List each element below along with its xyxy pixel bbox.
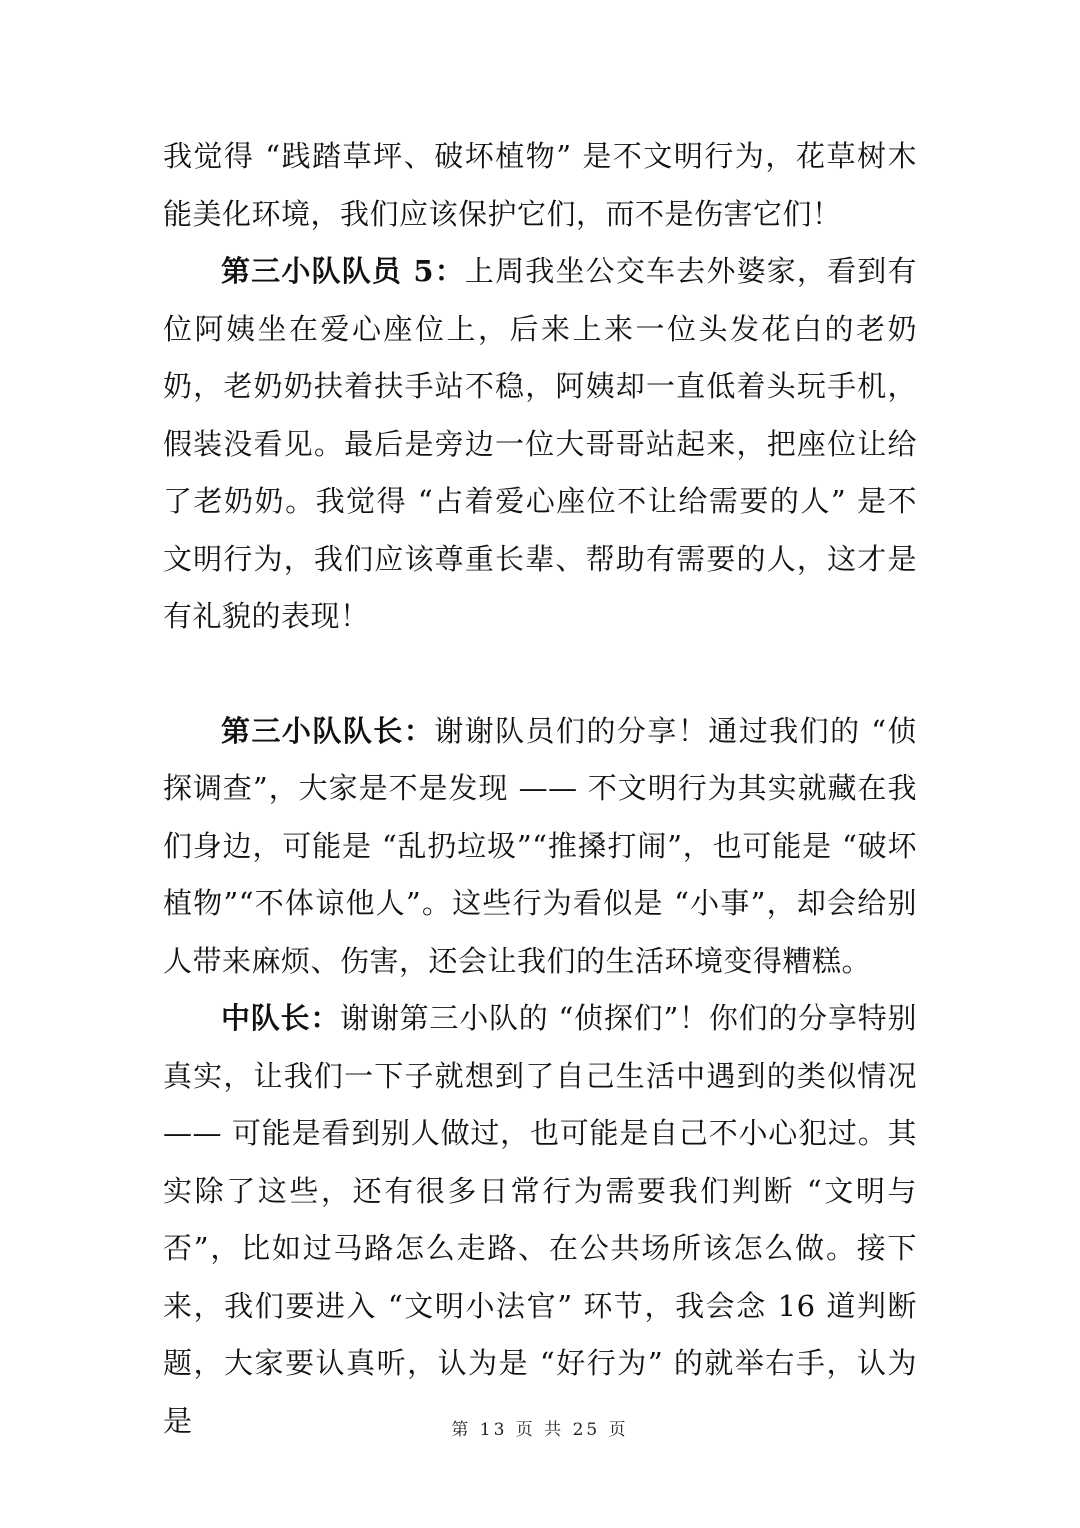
- speaker-label: 中队长：: [221, 1001, 341, 1035]
- paragraph-continuation: [163, 128, 917, 243]
- paragraph-team-member-5: [163, 243, 917, 646]
- document-body: [163, 128, 917, 1450]
- paragraph-text: 我觉得 “践踏草坪、破坏植物” 是不文明行为，花草树木能美化环境，我们应该保护它们，而不是伤害它们！: [163, 139, 917, 231]
- paragraph-text: 上周我坐公交车去外婆家，看到有位阿姨坐在爱心座位上，后来上来一位头发花白的老奶奶，老奶奶扶着扶手站不稳，阿姨却一直低着头玩手机，假装没看见。最后是旁边一位大哥哥站起来，把座位让给了老奶奶。我觉得 “占着爱心座位不让给需要的人” 是不文明行为，我们应该尊重长辈、帮助有需要的人，这才是有礼貌的表现！: [163, 254, 917, 633]
- paragraph-squadron-leader: [163, 990, 917, 1450]
- paragraph-text: 谢谢队员们的分享！通过我们的 “侦探调查”，大家是不是发现 —— 不文明行为其实就藏在我们身边，可能是 “乱扔垃圾”“推搡打闹”，也可能是 “破坏植物”“不体谅他人”。这些行为看似是 “小事”，却会给别人带来麻烦、伤害，还会让我们的生活环境变得糟糕。: [163, 713, 917, 978]
- paragraph-text: 谢谢第三小队的 “侦探们”！你们的分享特别真实，让我们一下子就想到了自己生活中遇到的类似情况 —— 可能是看到别人做过，也可能是自己不小心犯过。其实除了这些，还有很多日常行为需要我们判断 “文明与否”，比如过马路怎么走路、在公共场所该怎么做。接下来，我们要进入 “文明小法官” 环节，我会念 16 道判断题，大家要认真听，认为是 “好行为” 的就举右手，认为是: [163, 1001, 917, 1438]
- paragraph-team-leader: [163, 703, 917, 991]
- speaker-label: 第三小队队员 5：: [221, 254, 465, 288]
- page-footer: 第 13 页 共 25 页: [451, 1420, 629, 1440]
- speaker-label: 第三小队队长：: [221, 713, 435, 748]
